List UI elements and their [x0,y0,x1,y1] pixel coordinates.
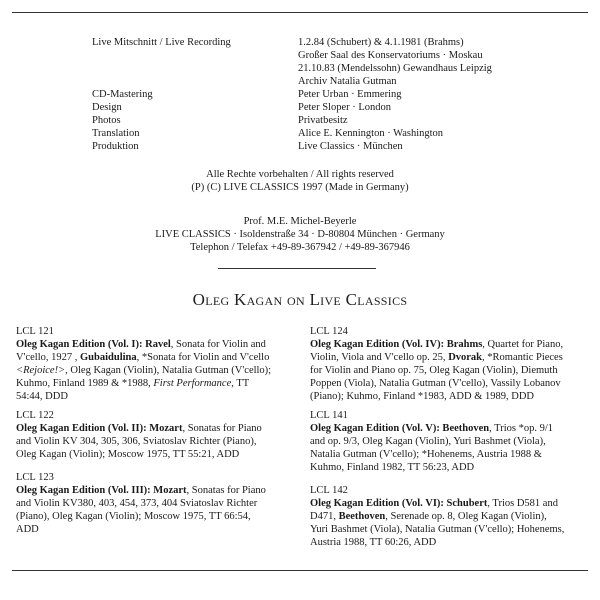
catalogue-entry [16,325,271,403]
bottom-rule [12,570,588,571]
catalogue-text: Oleg Kagan Edition (Vol. III): Mozart, Sonatas for Piano and Violin KV380, 403, 454, 373, 404 Sviatoslav Richter (Piano), Oleg Kagan (Violin); Moscow 1975, TT 66:54, ADD [16,485,266,535]
credit-value-design: Peter Sloper · London [298,102,392,113]
catalogue-code: LCL 141 [310,410,348,421]
rights-line-2: (P) (C) LIVE CLASSICS 1997 (Made in Germany) [191,182,409,193]
credit-label-translation: Translation [92,128,140,139]
address-line-2: LIVE CLASSICS · Isoldenstraße 34 · D-80804 München · Germany [155,229,445,240]
catalogue-text: Oleg Kagan Edition (Vol. VI): Schubert, Trios D581 and D471, Beethoven, Serenade op. 8, Oleg Kagan (Violin), Yuri Bashmet (Viola), Natalia Gutman (V'cello); Hohenems, Austria 1988, TT 60:26, ADD [310,498,565,548]
credit-label-recording: Live Mitschnitt / Live Recording [92,37,231,48]
address-line-1: Prof. M.E. Michel-Beyerle [243,216,357,227]
catalogue-text: Oleg Kagan Edition (Vol. I): Ravel, Sonata for Violin and V'cello, 1927 , Gubaidulina, *Sonata for Violin and V'cello <Rejoice!>, Oleg Kagan (Violin), Natalia Gutman (V'cello); Kuhmo, Finland 1989 & *1988, First Performance, TT 54:44, DDD [16,339,272,402]
address-line-3: Telephon / Telefax +49-89-367942 / +49-89-367946 [190,242,410,253]
credit-label-production: Produktion [92,141,139,152]
catalogue-code: LCL 122 [16,410,54,421]
credit-value-translation: Alice E. Kennington · Washington [298,128,444,139]
catalogue-entry [16,471,266,536]
catalogue-text: Oleg Kagan Edition (Vol. V): Beethoven, Trios *op. 9/1 and op. 9/3, Oleg Kagan (Violin), Yuri Bashmet (Viola), Natalia Gutman (V'cello); *Hohenems, Austria 1988 & Kuhmo, Finland 1982, TT 56:23, ADD [310,423,554,473]
catalogue-entry [310,409,553,474]
credit-value-production: Live Classics · München [298,141,403,152]
catalogue-code: LCL 121 [16,326,54,337]
catalogue-code: LCL 123 [16,472,54,483]
credit-value-recording-3: 21.10.83 (Mendelssohn) Gewandhaus Leipzig [298,63,492,74]
credit-label-design: Design [92,102,122,113]
catalogue-code: LCL 124 [310,326,348,337]
credit-value-recording-1: 1.2.84 (Schubert) & 4.1.1981 (Brahms) [298,37,464,48]
section-divider [218,268,376,269]
catalogue-text: Oleg Kagan Edition (Vol. IV): Brahms, Quartet for Piano, Violin, Viola and V'cello op. 25, Dvorak, *Romantic Pieces for Violin and Piano op. 75, Oleg Kagan (Violin), Diemuth Poppen (Viola), Natalia Gutman (V'cello), Vassily Lobanov (Piano); Kuhmo, Finland *1983, ADD & 1989, DDD [310,339,564,402]
catalogue-code: LCL 142 [310,485,348,496]
catalogue-entry [310,484,564,549]
credit-value-photos: Privatbesitz [298,115,348,126]
section-heading: Oleg Kagan on Live Classics [192,290,408,309]
catalogue-entry [310,325,563,403]
credit-label-photos: Photos [92,115,121,126]
top-rule [12,12,588,13]
catalogue-text: Oleg Kagan Edition (Vol. II): Mozart, Sonatas for Piano and Violin KV 304, 305, 306, Sviatoslav Richter (Piano), Oleg Kagan (Violin); Moscow 1975, TT 55:21, ADD [16,423,262,460]
rights-line-1: Alle Rechte vorbehalten / All rights reserved [206,169,394,180]
credit-value-recording-4: Archiv Natalia Gutman [298,76,397,87]
catalogue-entry [16,409,262,461]
credit-value-recording-2: Großer Saal des Konservatoriums · Moskau [298,50,483,61]
credit-value-mastering: Peter Urban · Emmering [298,89,402,100]
credit-label-mastering: CD-Mastering [92,89,153,100]
